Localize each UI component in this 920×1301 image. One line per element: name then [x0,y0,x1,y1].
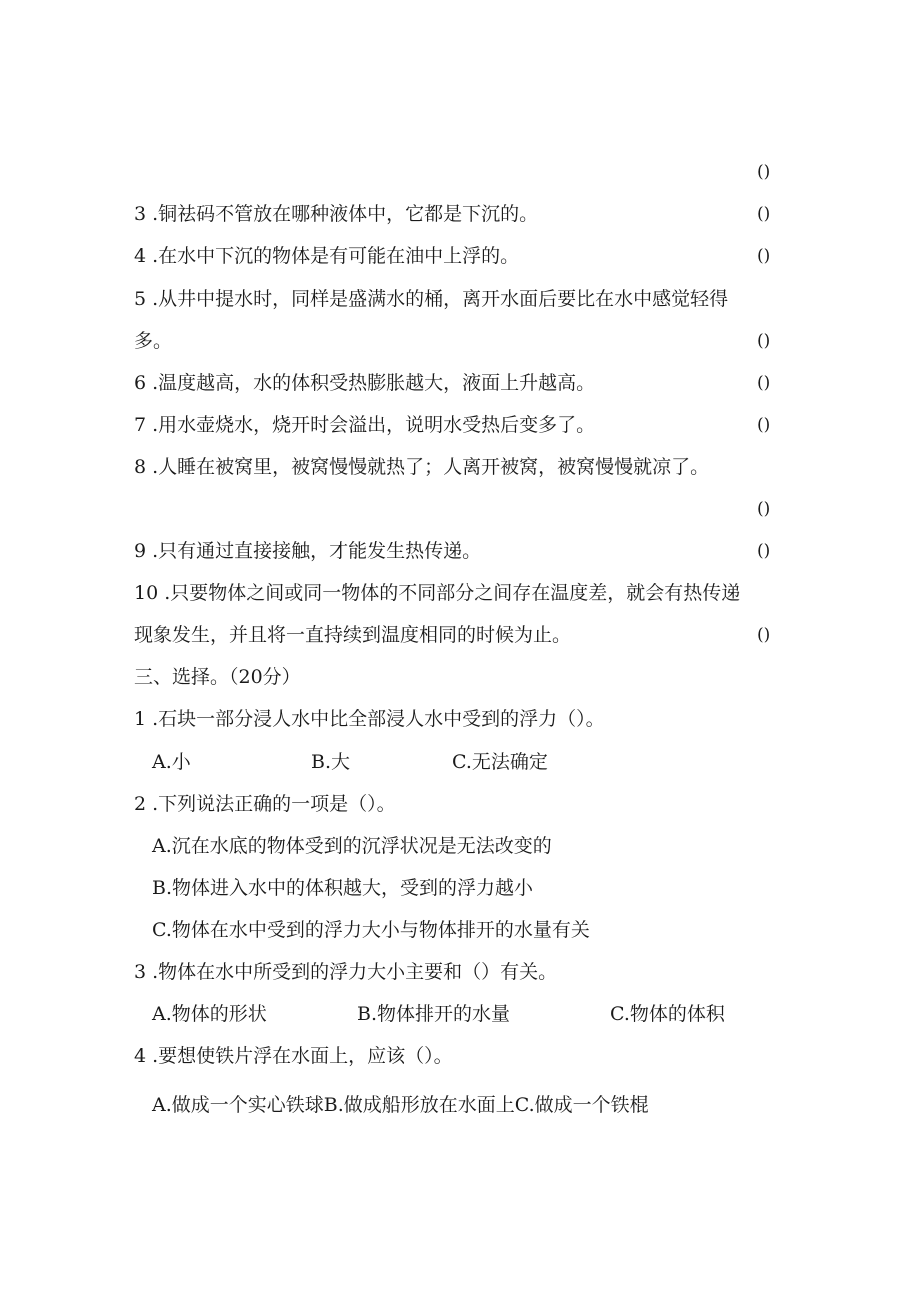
text-line-c3: 3 .物体在水中所受到的浮力大小主要和（）有关。 [134,961,558,983]
text-line-q7: 7 .用水壶烧水，烧开时会溢出，说明水受热后变多了。 [134,414,596,436]
text-line-c2: 2 .下列说法正确的一项是（）。 [134,793,396,815]
text-line-c1-b: B.大 [311,751,351,773]
answer-bracket: () [757,204,771,224]
answer-bracket: () [757,415,771,435]
text-line-c2-c: C.物体在水中受到的浮力大小与物体排开的水量有关 [152,919,590,941]
text-line-q5a: 5 .从井中提水时，同样是盛满水的桶，离开水面后要比在水中感觉轻得 [134,288,729,310]
text-line-c2-b: B.物体进入水中的体积越大，受到的浮力越小 [152,877,534,899]
text-line-q6: 6 .温度越高，水的体积受热膨胀越大，液面上升越高。 [134,372,596,394]
text-line-c4-opts: A.做成一个实心铁球B.做成船形放在水面上C.做成一个铁棍 [152,1094,649,1116]
text-line-q4: 4 .在水中下沉的物体是有可能在油中上浮的。 [134,245,520,267]
answer-bracket: () [757,162,771,182]
text-line-q3: 3 .铜祛码不管放在哪种液体中，它都是下沉的。 [134,203,539,225]
text-line-c2-a: A.沉在水底的物体受到的沉浮状况是无法改变的 [152,835,552,857]
text-line-q9: 9 .只有通过直接接触，才能发生热传递。 [134,540,482,562]
text-line-q10b: 现象发生，并且将一直持续到温度相同的时候为止。 [134,624,572,646]
answer-bracket: () [757,499,771,519]
text-line-q5b: 多。 [134,330,173,352]
text-line-c3-b: B.物体排开的水量 [357,1003,511,1025]
text-line-c1-a: A.小 [152,751,191,773]
answer-bracket: () [757,373,771,393]
text-line-q10a: 10 .只要物体之间或同一物体的不同部分之间存在温度差，就会有热传递 [134,582,741,604]
text-line-section3: 三、选择。（20分） [134,666,301,688]
text-line-c3-a: A.物体的形状 [152,1003,267,1025]
text-line-c1: 1 .石块一部分浸人水中比全部浸人水中受到的浮力（）。 [134,708,605,730]
text-line-q8: 8 .人睡在被窝里，被窝慢慢就热了；人离开被窝，被窝慢慢就凉了。 [134,456,710,478]
text-line-c1-c: C.无法确定 [452,751,548,773]
text-line-c3-c: C.物体的体积 [610,1003,725,1025]
answer-bracket: () [757,625,771,645]
answer-bracket: () [757,541,771,561]
answer-bracket: () [757,331,771,351]
text-line-c4: 4 .要想使铁片浮在水面上，应该（）。 [134,1045,453,1067]
answer-bracket: () [757,246,771,266]
